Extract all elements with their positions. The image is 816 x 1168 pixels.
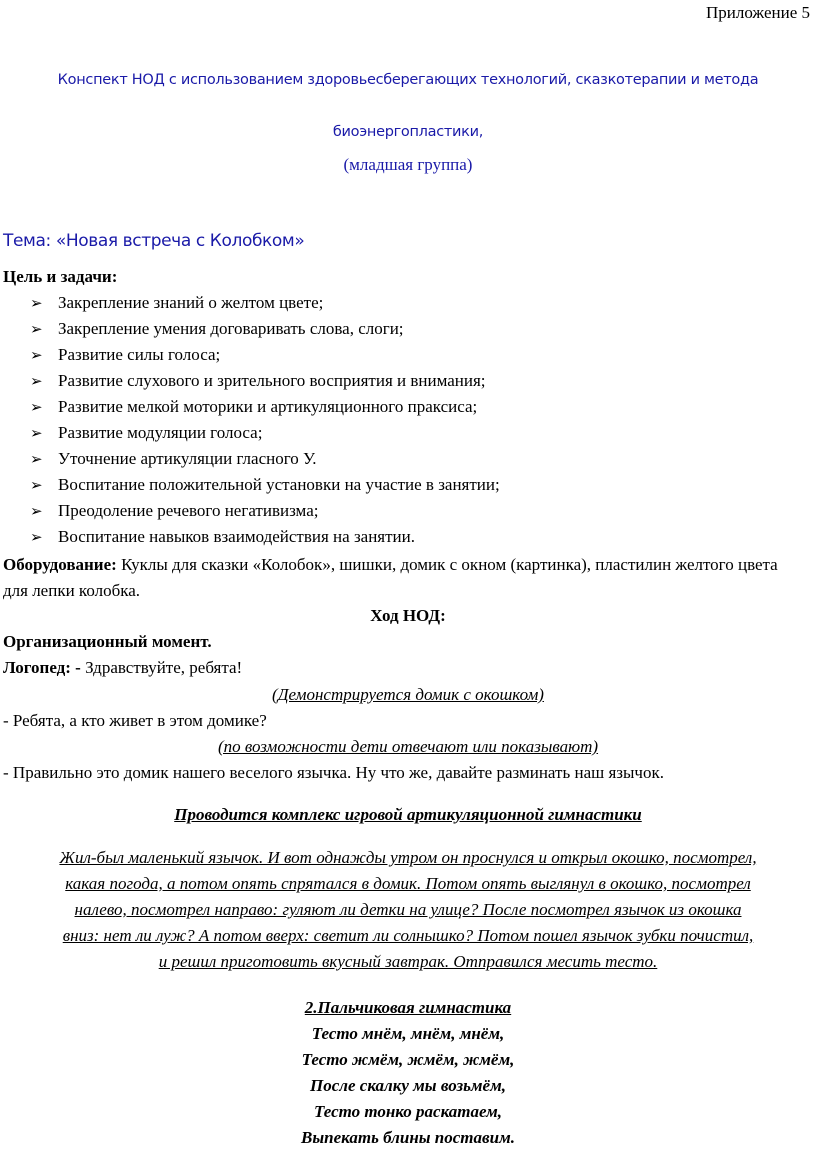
- answer-line: - Правильно это домик нашего веселого язычка. Ну что же, давайте разминать наш язычок.: [3, 763, 664, 782]
- org-moment-heading: Организационный момент.: [3, 632, 212, 651]
- document-title-line-2: биоэнергопластики,: [332, 124, 484, 140]
- arrow-bullet-icon: ➢: [30, 426, 43, 442]
- goal-item: ➢ Воспитание положительной установки на участие в занятии;: [30, 474, 500, 500]
- story-line: Жил-был маленький язычок. И вот однажды утром он проснулся и открыл окошко, посмотрел,: [59, 848, 757, 867]
- greeting-text: Здравствуйте, ребята!: [80, 658, 243, 677]
- goals-heading: Цель и задачи:: [3, 267, 118, 286]
- goal-item: ➢ Закрепление знаний о желтом цвете;: [30, 292, 500, 318]
- arrow-bullet-icon: ➢: [30, 452, 43, 468]
- exercise-heading: Проводится комплекс игровой артикуляционной гимнастики: [174, 805, 642, 824]
- topic-heading: Тема: «Новая встреча с Колобком»: [3, 231, 305, 251]
- story-line: налево, посмотрел направо: гуляют ли детки на улице? После посмотрел язычок из окошка: [74, 900, 742, 919]
- document-title-line-1: Конспект НОД с использованием здоровьесберегающих технологий, сказкотерапии и метода: [57, 72, 759, 88]
- finger-gymnastics-block: [0, 995, 816, 1151]
- goal-item: ➢ Развитие слухового и зрительного восприятия и внимания;: [30, 370, 500, 396]
- stage-note-2: (по возможности дети отвечают или показывают): [217, 737, 599, 756]
- equipment-paragraph: [3, 552, 803, 604]
- goal-item: ➢ Развитие силы голоса;: [30, 344, 500, 370]
- story-line: какая погода, а потом опять спрятался в домик. Потом опять выглянул в окошко, посмотрел: [65, 874, 751, 893]
- arrow-bullet-icon: ➢: [30, 348, 43, 364]
- goals-list: [30, 292, 500, 552]
- story-line: и решил приготовить вкусный завтрак. Отправился месить тесто.: [158, 952, 658, 971]
- arrow-bullet-icon: ➢: [30, 322, 43, 338]
- greeting-line: [3, 658, 242, 678]
- story-paragraph: [3, 845, 813, 975]
- arrow-bullet-icon: ➢: [30, 296, 43, 312]
- goal-item: ➢ Уточнение артикуляции гласного У.: [30, 448, 500, 474]
- goal-item: ➢ Развитие мелкой моторики и артикуляционного праксиса;: [30, 396, 500, 422]
- appendix-label: Приложение 5: [706, 3, 810, 22]
- poem-line: Тесто тонко раскатаем,: [313, 1102, 503, 1121]
- arrow-bullet-icon: ➢: [30, 374, 43, 390]
- poem-line: Тесто мнём, мнём, мнём,: [311, 1024, 505, 1043]
- stage-note-1: (Демонстрируется домик с окошком): [272, 685, 544, 704]
- goal-item: ➢ Преодоление речевого негативизма;: [30, 500, 500, 526]
- arrow-bullet-icon: ➢: [30, 504, 43, 520]
- equipment-label: Оборудование:: [3, 555, 117, 574]
- course-heading: Ход НОД:: [370, 606, 446, 625]
- goal-item: ➢ Закрепление умения договаривать слова, слоги;: [30, 318, 500, 344]
- finger-gymnastics-heading: 2.Пальчиковая гимнастика: [304, 998, 512, 1017]
- arrow-bullet-icon: ➢: [30, 530, 43, 546]
- arrow-bullet-icon: ➢: [30, 400, 43, 416]
- poem-line: Тесто жмём, жмём, жмём,: [301, 1050, 515, 1069]
- equipment-text: Куклы для сказки «Колобок», шишки, домик с окном (картинка), пластилин желтого цвета для лепки колобка.: [3, 555, 778, 600]
- poem-line: После скалку мы возьмём,: [310, 1076, 506, 1095]
- question-line: - Ребята, а кто живет в этом домике?: [3, 711, 267, 730]
- goal-item: ➢ Воспитание навыков взаимодействия на занятии.: [30, 526, 500, 552]
- arrow-bullet-icon: ➢: [30, 478, 43, 494]
- story-line: вниз: нет ли луж? А потом вверх: светит ли солнышко? Потом пошел язычок зубки почистил,: [62, 926, 754, 945]
- goal-item: ➢ Развитие модуляции голоса;: [30, 422, 500, 448]
- poem-line: Выпекать блины поставим.: [301, 1128, 515, 1147]
- speaker-label: Логопед: -: [3, 658, 81, 677]
- group-subtitle: (младшая группа): [343, 155, 473, 174]
